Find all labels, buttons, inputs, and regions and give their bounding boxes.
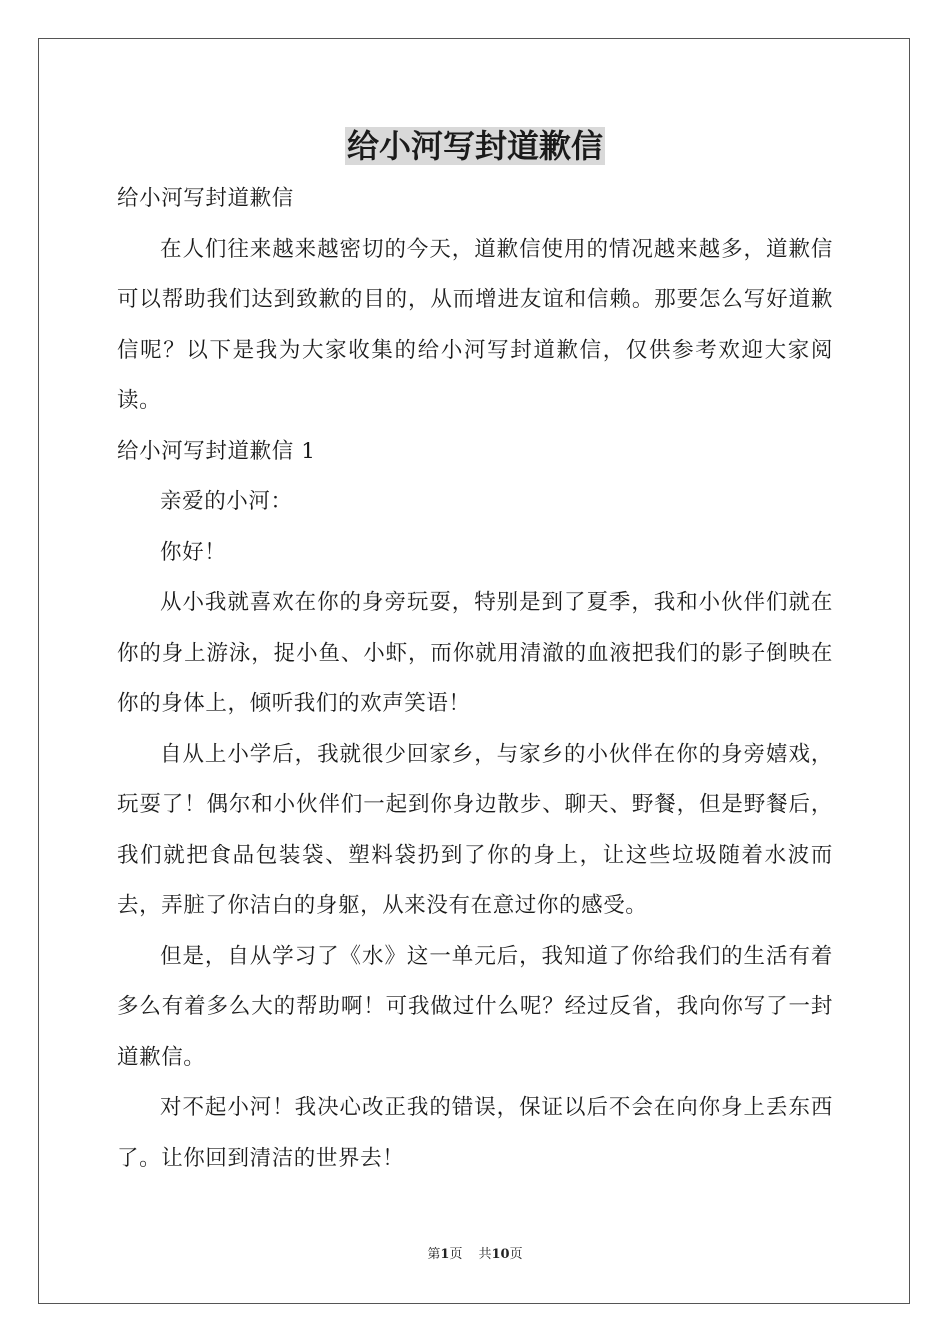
paragraph-intro: 在人们往来越来越密切的今天，道歉信使用的情况越来越多，道歉信可以帮助我们达到致歉的目的，从而增进友谊和信赖。那要怎么写好道歉信呢？以下是我为大家收集的给小河写封道歉信，仅供参考欢迎大家阅读。 [117, 236, 833, 413]
paragraph-body-2: 自从上小学后，我就很少回家乡，与家乡的小伙伴在你的身旁嬉戏，玩耍了！偶尔和小伙伴们一起到你身边散步、聊天、野餐，但是野餐后，我们就把食品包装袋、塑料袋扔到了你的身上，让这些垃圾随着水波而去，弄脏了你洁白的身躯，从来没有在意过你的感受。 [117, 741, 833, 918]
footer-page-current: 1 [440, 1247, 450, 1262]
paragraph-body-4: 对不起小河！我决心改正我的错误，保证以后不会在向你身上丢东西了。让你回到清洁的世界去！ [117, 1095, 833, 1171]
document-title-text: 给小河写封道歉信 [346, 127, 603, 165]
document-body [117, 174, 833, 1184]
paragraph-section-heading: 给小河写封道歉信 1 [117, 438, 316, 464]
paragraph-subtitle: 给小河写封道歉信 [117, 186, 294, 211]
footer-page-prefix: 第 [427, 1247, 441, 1262]
footer-total-suffix: 页 [509, 1247, 523, 1262]
paragraph-body-1: 从小我就喜欢在你的身旁玩耍，特别是到了夏季，我和小伙伴们就在你的身上游泳，捉小鱼、小虾，而你就用清澈的血液把我们的影子倒映在你的身体上，倾听我们的欢声笑语！ [117, 590, 833, 716]
footer-total-prefix: 共 [478, 1247, 492, 1262]
paragraph-body-3: 但是，自从学习了《水》这一单元后，我知道了你给我们的生活有着多么有着多么大的帮助啊！可我做过什么呢？经过反省，我向你写了一封道歉信。 [117, 943, 833, 1070]
page-footer [0, 1246, 950, 1264]
document-title [0, 124, 950, 168]
paragraph-greeting: 你好！ [160, 539, 227, 565]
footer-page-suffix: 页 [449, 1247, 463, 1262]
paragraph-salutation: 亲爱的小河： [160, 489, 293, 514]
footer-page-total: 10 [491, 1247, 510, 1262]
